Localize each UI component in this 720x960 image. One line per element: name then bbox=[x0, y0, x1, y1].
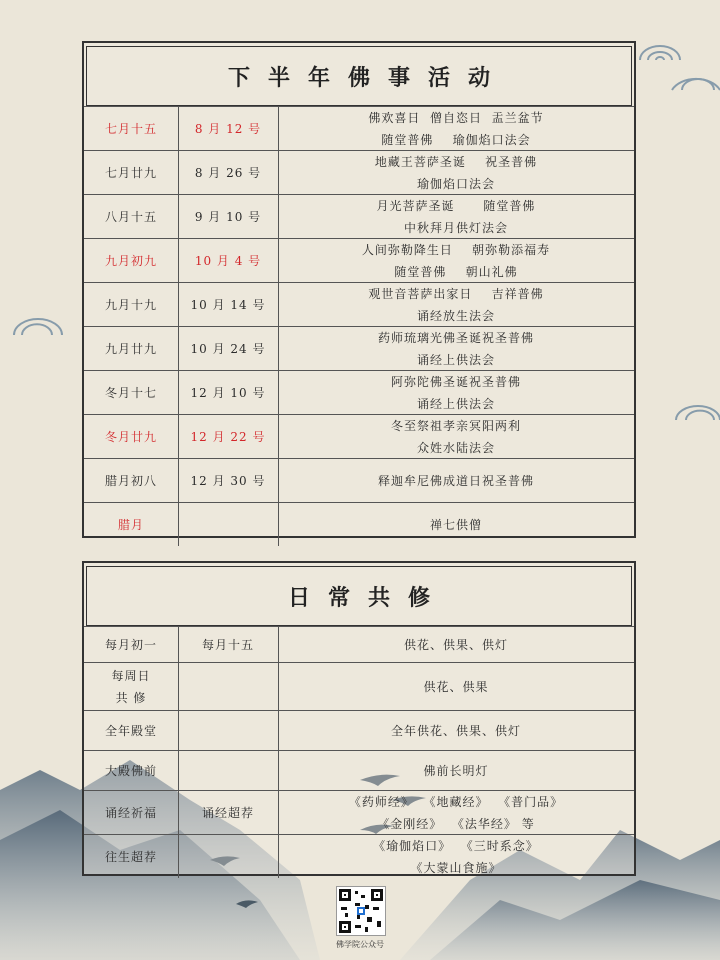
activity-row bbox=[84, 326, 634, 370]
practice-label-line: 诵经祈福 bbox=[104, 805, 157, 820]
event-line: 地藏王菩萨圣诞 祝圣普佛 bbox=[374, 154, 538, 169]
offering-line: 《瑜伽焰口》 《三时系念》 bbox=[373, 838, 539, 853]
solar-date: 10 月 4 号 bbox=[178, 239, 279, 282]
practice-offerings bbox=[278, 835, 634, 878]
practice-row bbox=[84, 750, 634, 790]
lunar-date: 七月十五 bbox=[84, 107, 179, 150]
practice-label bbox=[84, 751, 179, 790]
event-line: 释迦牟尼佛成道日祝圣普佛 bbox=[377, 473, 534, 488]
practice-row bbox=[84, 710, 634, 750]
lunar-date: 腊月初八 bbox=[84, 459, 179, 502]
practice-row bbox=[84, 662, 634, 710]
practice-row bbox=[84, 626, 634, 662]
practice-secondary: 诵经超荐 bbox=[178, 791, 279, 834]
activity-row bbox=[84, 502, 634, 546]
event-line: 众姓水陆法会 bbox=[416, 440, 495, 455]
event-line: 佛欢喜日 僧自恣日 盂兰盆节 bbox=[368, 110, 544, 125]
activity-row bbox=[84, 238, 634, 282]
event-line: 随堂普佛 朝山礼佛 bbox=[394, 264, 518, 279]
lunar-date: 七月廿九 bbox=[84, 151, 179, 194]
event-list bbox=[278, 327, 634, 370]
practice-label-line: 大殿佛前 bbox=[104, 763, 157, 778]
practice-label bbox=[84, 791, 179, 834]
activity-row bbox=[84, 458, 634, 502]
practice-row bbox=[84, 790, 634, 834]
event-line: 禅七供僧 bbox=[429, 517, 482, 532]
activity-row bbox=[84, 150, 634, 194]
activity-row bbox=[84, 282, 634, 326]
offering-line: 供花、供果 bbox=[423, 679, 489, 694]
lunar-date: 腊月 bbox=[84, 503, 179, 546]
offering-line: 佛前长明灯 bbox=[423, 763, 489, 778]
solar-date: 8 月 26 号 bbox=[178, 151, 279, 194]
offering-line: 《药师经》 《地藏经》 《普门品》 bbox=[348, 794, 564, 809]
offering-line: 供花、供果、供灯 bbox=[403, 637, 508, 652]
offering-line: 全年供花、供果、供灯 bbox=[390, 723, 521, 738]
activity-row bbox=[84, 370, 634, 414]
event-line: 阿弥陀佛圣诞祝圣普佛 bbox=[390, 374, 521, 389]
practice-offerings bbox=[278, 751, 634, 790]
lunar-date: 冬月十七 bbox=[84, 371, 179, 414]
practice-secondary bbox=[178, 663, 279, 710]
event-line: 瑜伽焰口法会 bbox=[416, 176, 495, 191]
lunar-date: 九月廿九 bbox=[84, 327, 179, 370]
solar-date: 10 月 24 号 bbox=[178, 327, 279, 370]
activity-row bbox=[84, 194, 634, 238]
lunar-date: 冬月廿九 bbox=[84, 415, 179, 458]
solar-date: 12 月 30 号 bbox=[178, 459, 279, 502]
practice-secondary bbox=[178, 835, 279, 878]
practice-secondary bbox=[178, 751, 279, 790]
event-line: 诵经放生法会 bbox=[416, 308, 495, 323]
offering-line: 《金刚经》 《法华经》 等 bbox=[377, 816, 535, 831]
event-list bbox=[278, 283, 634, 326]
event-line: 人间弥勒降生日 朝弥勒添福寿 bbox=[361, 242, 551, 257]
event-list bbox=[278, 239, 634, 282]
activity-row bbox=[84, 106, 634, 150]
practice-offerings bbox=[278, 791, 634, 834]
lunar-date: 八月十五 bbox=[84, 195, 179, 238]
event-line: 中秋拜月供灯法会 bbox=[403, 220, 508, 235]
event-list bbox=[278, 107, 634, 150]
event-list bbox=[278, 371, 634, 414]
lunar-date: 九月初九 bbox=[84, 239, 179, 282]
event-line: 诵经上供法会 bbox=[416, 396, 495, 411]
solar-date: 12 月 22 号 bbox=[178, 415, 279, 458]
practice-label-line: 共 修 bbox=[115, 690, 147, 705]
event-list bbox=[278, 459, 634, 502]
event-line: 观世音菩萨出家日 吉祥普佛 bbox=[368, 286, 544, 301]
event-line: 月光菩萨圣诞 随堂普佛 bbox=[376, 198, 536, 213]
practice-offerings bbox=[278, 711, 634, 750]
event-line: 诵经上供法会 bbox=[416, 352, 495, 367]
practice-secondary bbox=[178, 711, 279, 750]
practice-label bbox=[84, 663, 179, 710]
event-list bbox=[278, 503, 634, 546]
activity-row bbox=[84, 414, 634, 458]
offering-line: 《大蒙山食施》 bbox=[410, 860, 502, 875]
event-list bbox=[278, 195, 634, 238]
daily-practice-title: 日常共修 bbox=[86, 566, 632, 626]
practice-label-line: 每月初一 bbox=[104, 637, 157, 652]
practice-label bbox=[84, 835, 179, 878]
event-line: 药师琉璃光佛圣诞祝圣普佛 bbox=[377, 330, 534, 345]
practice-label-line: 全年殿堂 bbox=[104, 723, 157, 738]
practice-label-line: 每周日 bbox=[111, 668, 151, 683]
solar-date: 10 月 14 号 bbox=[178, 283, 279, 326]
practice-secondary: 每月十五 bbox=[178, 627, 279, 662]
practice-label-line: 往生超荐 bbox=[104, 849, 157, 864]
event-line: 随堂普佛 瑜伽焰口法会 bbox=[381, 132, 531, 147]
solar-date: 12 月 10 号 bbox=[178, 371, 279, 414]
event-list bbox=[278, 151, 634, 194]
event-line: 冬至祭祖孝亲冥阳两利 bbox=[390, 418, 521, 433]
solar-date: 8 月 12 号 bbox=[178, 107, 279, 150]
activities-title: 下半年佛事活动 bbox=[86, 46, 632, 106]
solar-date bbox=[178, 503, 279, 546]
practice-offerings bbox=[278, 663, 634, 710]
practice-label bbox=[84, 711, 179, 750]
practice-row bbox=[84, 834, 634, 878]
qr-code[interactable] bbox=[336, 886, 386, 936]
lunar-date: 九月十九 bbox=[84, 283, 179, 326]
qr-label: 佛学院公众号 bbox=[336, 940, 384, 949]
practice-offerings bbox=[278, 627, 634, 662]
solar-date: 9 月 10 号 bbox=[178, 195, 279, 238]
practice-label bbox=[84, 627, 179, 662]
event-list bbox=[278, 415, 634, 458]
